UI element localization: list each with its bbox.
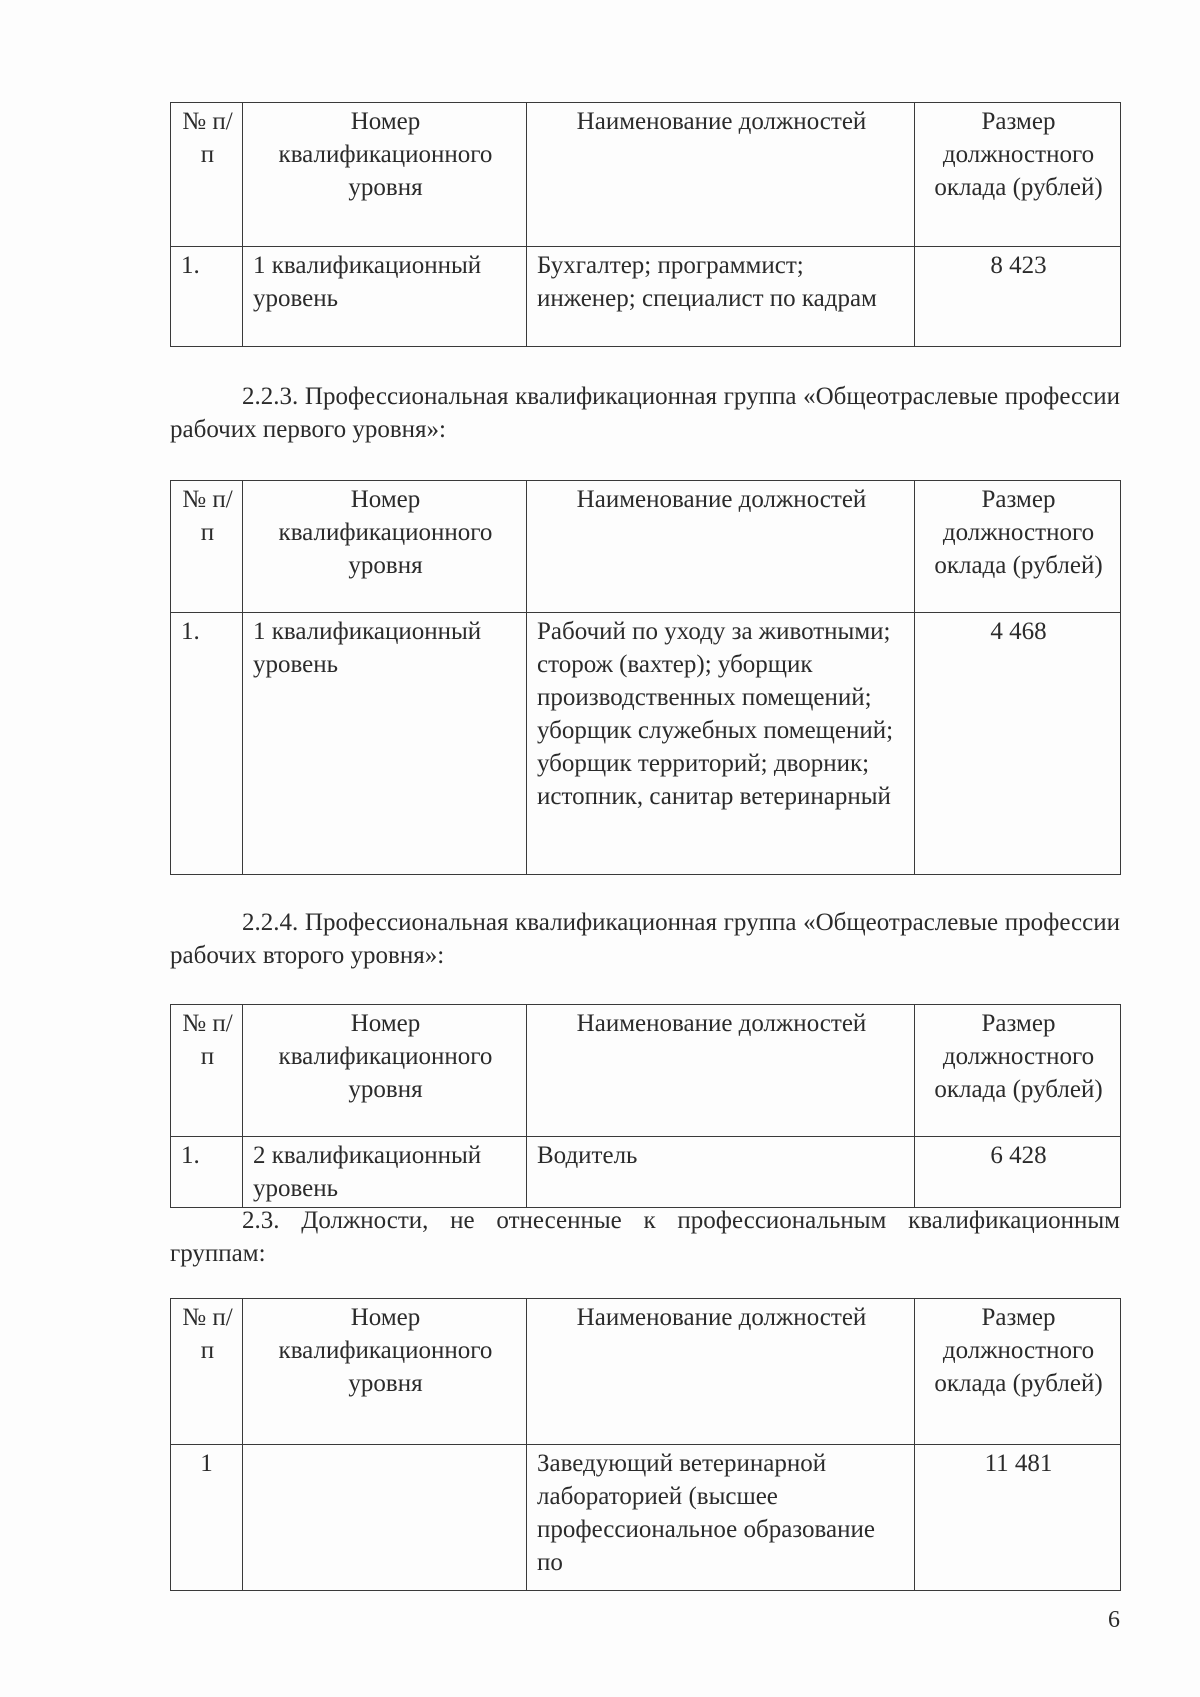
row-num: 1. bbox=[171, 1137, 243, 1208]
header-num: № п/п bbox=[171, 103, 243, 247]
section-2-3 bbox=[170, 1204, 1120, 1270]
row-level: 1 квалификационный уровень bbox=[243, 613, 527, 875]
row-salary: 6 428 bbox=[915, 1137, 1121, 1208]
table-header-row bbox=[171, 103, 1121, 247]
row-salary: 11 481 bbox=[915, 1445, 1121, 1591]
header-salary: Размер должностного оклада (рублей) bbox=[915, 481, 1121, 613]
table-row bbox=[171, 1445, 1121, 1591]
section-2-2-3-text: 2.2.3. Профессиональная квалификационная группа «Общеотраслевые профессии рабочих первого уровня»: bbox=[170, 383, 1120, 443]
row-level: 2 квалификационный уровень bbox=[243, 1137, 527, 1208]
header-level: Номер квалификационного уровня bbox=[243, 481, 527, 613]
header-salary: Размер должностного оклада (рублей) bbox=[915, 1005, 1121, 1137]
header-name: Наименование должностей bbox=[527, 481, 915, 613]
header-salary: Размер должностного оклада (рублей) bbox=[915, 103, 1121, 247]
row-level: 1 квалификационный уровень bbox=[243, 247, 527, 347]
row-name: Рабочий по уходу за животными; сторож (вахтер); уборщик производственных помещений; уборщик служебных помещений; уборщик территорий; дворник; истопник, санитар ветеринарный bbox=[527, 613, 915, 875]
row-name: Водитель bbox=[527, 1137, 915, 1208]
row-name: Заведующий ветеринарной лабораторией (высшее профессиональное образование по bbox=[527, 1445, 915, 1591]
row-num: 1. bbox=[171, 613, 243, 875]
salary-table-1 bbox=[170, 102, 1121, 347]
header-name: Наименование должностей bbox=[527, 1005, 915, 1137]
header-level: Номер квалификационного уровня bbox=[243, 1005, 527, 1137]
section-2-2-3 bbox=[170, 380, 1120, 446]
salary-table-3 bbox=[170, 1004, 1121, 1208]
table-header-row bbox=[171, 1005, 1121, 1137]
header-num: № п/п bbox=[171, 481, 243, 613]
header-level: Номер квалификационного уровня bbox=[243, 1299, 527, 1445]
page-number: 6 bbox=[1108, 1607, 1120, 1633]
header-name: Наименование должностей bbox=[527, 103, 915, 247]
row-level bbox=[243, 1445, 527, 1591]
header-name: Наименование должностей bbox=[527, 1299, 915, 1445]
table-row bbox=[171, 247, 1121, 347]
table-header-row bbox=[171, 481, 1121, 613]
salary-table-4 bbox=[170, 1298, 1121, 1591]
row-salary: 4 468 bbox=[915, 613, 1121, 875]
table-row bbox=[171, 613, 1121, 875]
section-2-3-text: 2.3. Должности, не отнесенные к профессиональным квалификационным группам: bbox=[170, 1207, 1120, 1267]
table-row bbox=[171, 1137, 1121, 1208]
row-salary: 8 423 bbox=[915, 247, 1121, 347]
section-2-2-4-text: 2.2.4. Профессиональная квалификационная группа «Общеотраслевые профессии рабочих второго уровня»: bbox=[170, 909, 1120, 969]
row-num: 1. bbox=[171, 247, 243, 347]
header-level: Номер квалификационного уровня bbox=[243, 103, 527, 247]
header-salary: Размер должностного оклада (рублей) bbox=[915, 1299, 1121, 1445]
row-name: Бухгалтер; программист; инженер; специалист по кадрам bbox=[527, 247, 915, 347]
row-num: 1 bbox=[171, 1445, 243, 1591]
table-header-row bbox=[171, 1299, 1121, 1445]
header-num: № п/п bbox=[171, 1005, 243, 1137]
salary-table-2 bbox=[170, 480, 1121, 875]
section-2-2-4 bbox=[170, 906, 1120, 972]
header-num: № п/п bbox=[171, 1299, 243, 1445]
